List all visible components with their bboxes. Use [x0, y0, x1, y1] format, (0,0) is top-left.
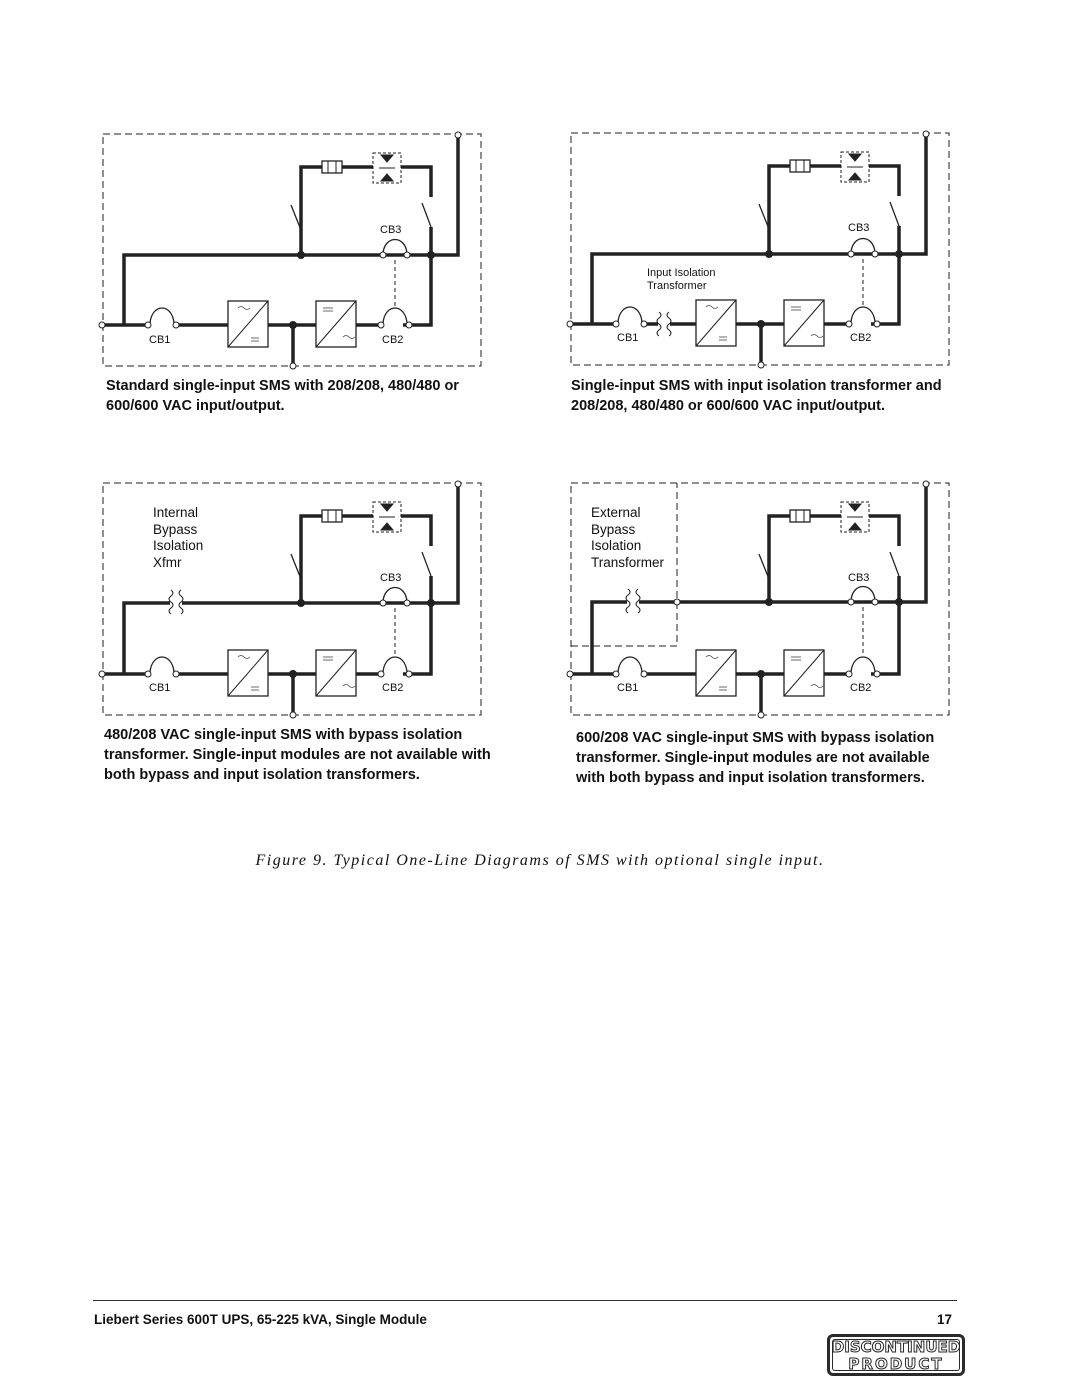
- stamp-line-2: PRODUCT: [848, 1355, 944, 1373]
- caption-standard: Standard single-input SMS with 208/208, 480/480 or 600/600 VAC input/output.: [106, 378, 459, 414]
- diagram-internal-bypass-isolation: [93, 474, 493, 724]
- cb1-label: CB1: [149, 334, 171, 346]
- cb3-label: CB3: [848, 222, 870, 234]
- footer-divider: [93, 1300, 957, 1301]
- external-bypass-isolation-label: External Bypass Isolation Transformer: [591, 505, 665, 570]
- cb2-label: CB2: [850, 332, 872, 344]
- diagram-external-bypass-isolation: [561, 474, 961, 724]
- footer-title: Liebert Series 600T UPS, 65-225 kVA, Single Module: [94, 1312, 427, 1327]
- cb3-label: CB3: [380, 572, 402, 584]
- input-isolation-transformer-label: Input Isolation Transformer: [647, 267, 716, 292]
- page-number: 17: [937, 1312, 953, 1327]
- cb2-label: CB2: [850, 682, 872, 694]
- cb1-label: CB1: [617, 332, 639, 344]
- discontinued-product-stamp: [827, 1334, 965, 1376]
- cb3-label: CB3: [848, 572, 870, 584]
- stamp-line-1: DISCONTINUED: [831, 1338, 961, 1356]
- diagram-standard: [93, 125, 493, 375]
- internal-bypass-isolation-label: Internal Bypass Isolation Xfmr: [153, 505, 204, 570]
- diagram-input-isolation: [561, 124, 961, 374]
- figure-caption: Figure 9. Typical One-Line Diagrams of SMS with optional single input.: [255, 852, 825, 869]
- cb2-label: CB2: [382, 682, 404, 694]
- cb3-label: CB3: [380, 224, 402, 236]
- cb1-label: CB1: [617, 682, 639, 694]
- cb2-label: CB2: [382, 334, 404, 346]
- cb1-label: CB1: [149, 682, 171, 694]
- caption-external-bypass: 600/208 VAC single-input SMS with bypass isolation transformer. Single-input modules are not available with both bypass and input isolation transformers.: [576, 730, 935, 786]
- caption-internal-bypass: 480/208 VAC single-input SMS with bypass isolation transformer. Single-input modules are not available with both bypass and input isolation transformers.: [104, 727, 491, 783]
- caption-input-isolation: Single-input SMS with input isolation transformer and 208/208, 480/480 or 600/600 VAC input/output.: [571, 378, 942, 414]
